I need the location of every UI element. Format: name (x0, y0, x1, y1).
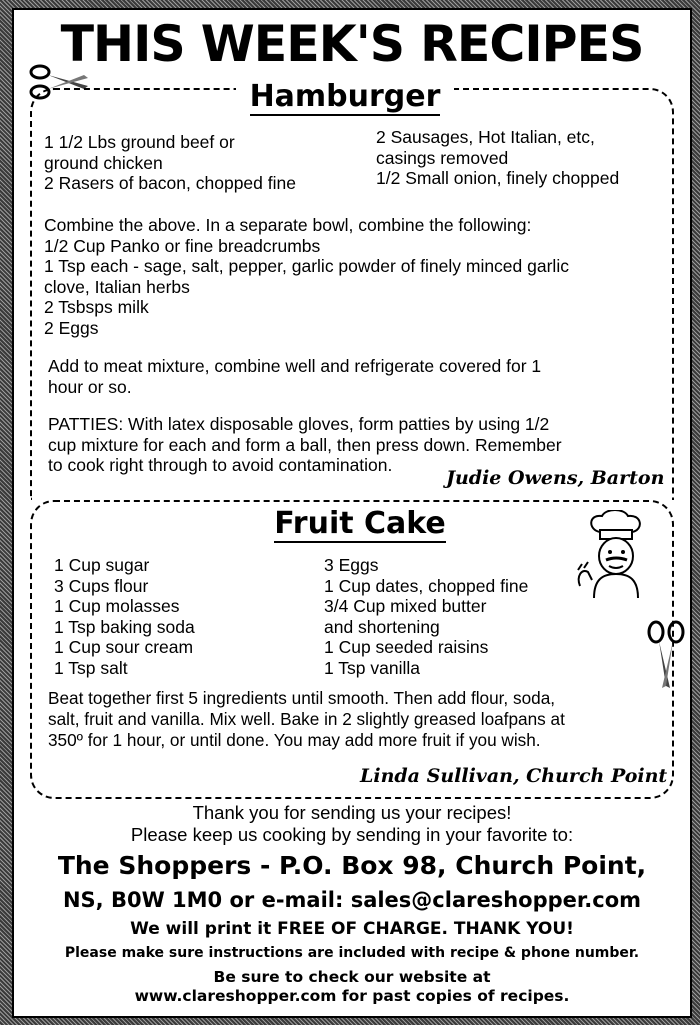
ingredient: 3 Cups flour (54, 575, 149, 596)
ingredient: 1 Cup sugar (54, 555, 150, 575)
step-line: 1 Tsp each - sage, salt, pepper, garlic powder of finely minced garlic (44, 256, 569, 276)
footer-website: www.clareshopper.com for past copies of recipes. (134, 987, 570, 1005)
ingredient: 1 Cup seeded raisins (324, 637, 489, 657)
page-title: THIS WEEK'S RECIPES (60, 15, 644, 73)
ingredient: 1 Cup sour cream (54, 637, 194, 657)
footer-address: The Shoppers - P.O. Box 98, Church Point, (57, 851, 647, 880)
footer-website-intro: Be sure to check our website at (213, 968, 491, 986)
recipe-steps (48, 688, 565, 751)
ingredient: and shortening (324, 616, 440, 637)
step-line: salt, fruit and vanilla. Mix well. Bake in 2 slightly greased loafpans at (48, 709, 565, 729)
ingredients-left (44, 132, 296, 194)
ingredients-left (54, 555, 195, 678)
step-line: 1/2 Cup Panko or fine breadcrumbs (44, 235, 321, 256)
recipe-title-text: Hamburger (249, 79, 441, 114)
ingredient: ground chicken (44, 152, 163, 173)
ingredient: 1 Tsp vanilla (324, 657, 420, 678)
footer-thanks: Thank you for sending us your recipes! (192, 802, 512, 823)
step-line: cup mixture for each and form a ball, then press down. Remember (48, 434, 562, 455)
ingredient: 1/2 Small onion, finely chopped (376, 168, 620, 188)
recipe-card (12, 8, 692, 1018)
recipe-title (236, 80, 454, 114)
chef-illustration (572, 510, 656, 602)
ingredient: 1 Cup dates, chopped fine (324, 575, 529, 596)
recipe-steps (44, 215, 569, 338)
step-line: Add to meat mixture, combine well and refrigerate covered for 1 (48, 356, 542, 376)
footer-request: Please keep us cooking by sending in your favorite to: (130, 824, 574, 845)
ingredient: 1 Tsp baking soda (54, 616, 195, 637)
recipe-steps (48, 356, 541, 397)
step-line: Beat together first 5 ingredients until smooth. Then add flour, soda, (48, 688, 556, 708)
step-line: to cook right through to avoid contamination. (48, 455, 393, 475)
ingredient: 3/4 Cup mixed butter (324, 596, 487, 616)
footer-email: NS, B0W 1M0 or e-mail: sales@clareshopper.com (62, 888, 642, 912)
recipe-title-text: Fruit Cake (274, 506, 446, 541)
step-line: 350º for 1 hour, or until done. You may add more fruit if you wish. (48, 730, 541, 750)
ingredient: 2 Sausages, Hot Italian, etc, (376, 127, 595, 147)
step-line: 2 Tsbsps milk (44, 297, 149, 317)
footer-free: We will print it FREE OF CHARGE. THANK YOU! (130, 919, 574, 939)
ingredient: casings removed (376, 147, 509, 168)
step-line: 2 Eggs (44, 317, 99, 338)
footer-instructions: Please make sure instructions are included with recipe & phone number. (64, 945, 640, 961)
ingredients-right (376, 127, 619, 189)
step-line: hour or so. (48, 376, 132, 397)
ingredients-right (324, 555, 528, 678)
ingredient: 1 Tsp salt (54, 657, 128, 678)
scissors-icon (644, 620, 688, 690)
step-line: Combine the above. In a separate bowl, combine the following: (44, 215, 532, 235)
step-line: PATTIES: With latex disposable gloves, form patties by using 1/2 (48, 414, 550, 434)
step-line: clove, Italian herbs (44, 276, 190, 297)
ingredient: 1 1/2 Lbs ground beef or (44, 132, 235, 152)
recipe-title (266, 507, 454, 541)
ingredient: 2 Rasers of bacon, chopped fine (44, 173, 296, 193)
ingredient: 3 Eggs (324, 555, 379, 575)
ingredient: 1 Cup molasses (54, 596, 180, 616)
recipe-author: Linda Sullivan, Church Point (360, 765, 668, 787)
recipe-author: Judie Owens, Barton (446, 467, 665, 489)
